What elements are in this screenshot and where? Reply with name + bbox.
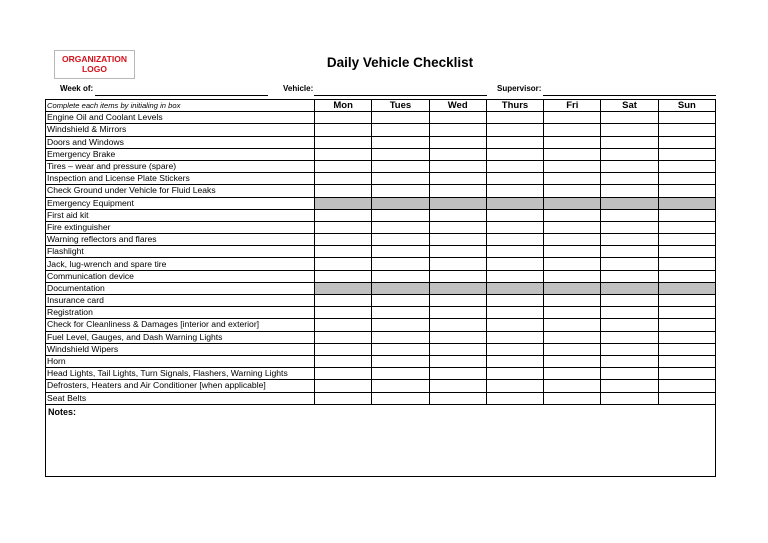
initial-cell-thurs[interactable] [486,319,543,331]
initial-cell-sat[interactable] [601,246,658,258]
initial-cell-tues[interactable] [372,331,429,343]
initial-cell-fri[interactable] [544,234,601,246]
initial-cell-wed[interactable] [429,319,486,331]
table-row [46,197,716,209]
initial-cell-sun[interactable] [658,246,715,258]
initial-cell-sun[interactable] [658,392,715,404]
initial-cell-sat[interactable] [601,270,658,282]
initial-cell-sun[interactable] [658,112,715,124]
table-row [46,319,716,331]
initial-cell-tues[interactable] [372,234,429,246]
initial-cell-tues[interactable] [372,173,429,185]
initial-cell-wed[interactable] [429,307,486,319]
initial-cell-sun[interactable] [658,282,715,294]
initial-cell-tues[interactable] [372,209,429,221]
initial-cell-thurs[interactable] [486,173,543,185]
checklist-item-label: Windshield & Mirrors [46,124,315,136]
logo-line-1: ORGANIZATION [61,54,127,64]
notes-label: Notes: [48,407,77,417]
checklist-item-label: Check for Cleanliness & Damages [interior and exterior] [46,319,315,331]
day-header-tues: Tues [372,100,429,112]
initial-cell-wed[interactable] [429,380,486,392]
initial-cell-mon[interactable] [315,307,372,319]
initial-cell-sun[interactable] [658,136,715,148]
initial-cell-wed[interactable] [429,295,486,307]
initial-cell-sun[interactable] [658,295,715,307]
initial-cell-mon[interactable] [315,136,372,148]
table-row [46,246,716,258]
table-row [46,124,716,136]
initial-cell-mon[interactable] [315,392,372,404]
initial-cell-sun[interactable] [658,368,715,380]
checklist-item-label: Engine Oil and Coolant Levels [46,112,315,124]
table-row [46,185,716,197]
initial-cell-mon[interactable] [315,185,372,197]
initial-cell-sat[interactable] [601,160,658,172]
page-title: Daily Vehicle Checklist [326,55,474,70]
initial-cell-sun[interactable] [658,343,715,355]
checklist-item-label: Emergency Equipment [46,197,315,209]
table-row [46,136,716,148]
initial-cell-tues[interactable] [372,380,429,392]
initial-cell-fri[interactable] [544,197,601,209]
initial-cell-mon[interactable] [315,124,372,136]
table-row [46,221,716,233]
initial-cell-sat[interactable] [601,185,658,197]
initial-cell-sat[interactable] [601,209,658,221]
checklist-item-label: Defrosters, Heaters and Air Conditioner [when applicable] [46,380,315,392]
table-row [46,209,716,221]
initial-cell-thurs[interactable] [486,234,543,246]
initial-cell-wed[interactable] [429,160,486,172]
initial-cell-sun[interactable] [658,173,715,185]
initial-cell-wed[interactable] [429,246,486,258]
initial-cell-thurs[interactable] [486,258,543,270]
initial-cell-wed[interactable] [429,124,486,136]
initial-cell-sat[interactable] [601,124,658,136]
initial-cell-thurs[interactable] [486,307,543,319]
initial-cell-thurs[interactable] [486,136,543,148]
initial-cell-tues[interactable] [372,246,429,258]
initial-cell-sun[interactable] [658,319,715,331]
week-of-label: Week of: [60,84,94,93]
initial-cell-mon[interactable] [315,112,372,124]
initial-cell-wed[interactable] [429,355,486,367]
initial-cell-wed[interactable] [429,234,486,246]
header-row [46,100,716,112]
supervisor-label: Supervisor: [497,84,542,93]
initial-cell-sat[interactable] [601,331,658,343]
initial-cell-thurs[interactable] [486,197,543,209]
table-row [46,258,716,270]
initial-cell-sat[interactable] [601,392,658,404]
day-header-sun: Sun [658,100,715,112]
checklist-item-label: Registration [46,307,315,319]
initial-cell-fri[interactable] [544,258,601,270]
checklist-item-label: Insurance card [46,295,315,307]
initial-cell-thurs[interactable] [486,355,543,367]
checklist-item-label: Fuel Level, Gauges, and Dash Warning Lights [46,331,315,343]
initial-cell-tues[interactable] [372,221,429,233]
checklist-item-label: Head Lights, Tail Lights, Turn Signals, Flashers, Warning Lights [46,368,315,380]
initial-cell-thurs[interactable] [486,148,543,160]
logo-line-2: LOGO [81,64,108,74]
table-row [46,380,716,392]
initial-cell-fri[interactable] [544,282,601,294]
initial-cell-fri[interactable] [544,380,601,392]
initial-cell-thurs[interactable] [486,221,543,233]
initial-cell-sat[interactable] [601,295,658,307]
initial-cell-mon[interactable] [315,246,372,258]
initial-cell-fri[interactable] [544,246,601,258]
table-row [46,282,716,294]
initial-cell-tues[interactable] [372,270,429,282]
initial-cell-sun[interactable] [658,307,715,319]
initial-cell-tues[interactable] [372,136,429,148]
initial-cell-wed[interactable] [429,185,486,197]
checklist-item-label: Jack, lug-wrench and spare tire [46,258,315,270]
initial-cell-fri[interactable] [544,392,601,404]
initial-cell-thurs[interactable] [486,295,543,307]
initial-cell-fri[interactable] [544,160,601,172]
initial-cell-mon[interactable] [315,343,372,355]
checklist-item-label: First aid kit [46,209,315,221]
initial-cell-mon[interactable] [315,368,372,380]
initial-cell-sat[interactable] [601,136,658,148]
initial-cell-mon[interactable] [315,173,372,185]
checklist-item-label: Seat Belts [46,392,315,404]
initial-cell-sun[interactable] [658,258,715,270]
initial-cell-sat[interactable] [601,258,658,270]
initial-cell-wed[interactable] [429,270,486,282]
initial-cell-mon[interactable] [315,282,372,294]
initial-cell-sat[interactable] [601,307,658,319]
initial-cell-sat[interactable] [601,173,658,185]
initial-cell-tues[interactable] [372,197,429,209]
initial-cell-sat[interactable] [601,380,658,392]
checklist-item-label: Windshield Wipers [46,343,315,355]
checklist-item-label: Warning reflectors and flares [46,234,315,246]
initial-cell-mon[interactable] [315,258,372,270]
day-header-fri: Fri [544,100,601,112]
initial-cell-fri[interactable] [544,295,601,307]
table-row [46,295,716,307]
week-of-field[interactable] [95,95,268,96]
initial-cell-sun[interactable] [658,355,715,367]
initial-cell-wed[interactable] [429,112,486,124]
initial-cell-fri[interactable] [544,124,601,136]
initial-cell-sat[interactable] [601,148,658,160]
checklist-item-label: Fire extinguisher [46,221,315,233]
initial-cell-fri[interactable] [544,185,601,197]
initial-cell-wed[interactable] [429,331,486,343]
initial-cell-mon[interactable] [315,380,372,392]
initial-cell-sun[interactable] [658,160,715,172]
initial-cell-fri[interactable] [544,221,601,233]
initial-cell-sat[interactable] [601,197,658,209]
checklist-item-label: Check Ground under Vehicle for Fluid Leaks [46,185,315,197]
initial-cell-sun[interactable] [658,331,715,343]
table-row [46,148,716,160]
initial-cell-sun[interactable] [658,234,715,246]
initial-cell-sun[interactable] [658,209,715,221]
table-row [46,331,716,343]
initial-cell-wed[interactable] [429,368,486,380]
table-row [46,355,716,367]
day-header-thurs: Thurs [486,100,543,112]
initial-cell-tues[interactable] [372,295,429,307]
checklist-table [45,99,716,405]
table-row [46,343,716,355]
checklist-item-label: Flashlight [46,246,315,258]
initial-cell-fri[interactable] [544,112,601,124]
vehicle-label: Vehicle: [283,84,314,93]
initial-cell-tues[interactable] [372,282,429,294]
initial-cell-fri[interactable] [544,331,601,343]
initial-cell-thurs[interactable] [486,270,543,282]
initial-cell-wed[interactable] [429,173,486,185]
initial-cell-sat[interactable] [601,319,658,331]
initial-cell-wed[interactable] [429,197,486,209]
initial-cell-mon[interactable] [315,160,372,172]
initial-cell-sat[interactable] [601,368,658,380]
initial-cell-fri[interactable] [544,148,601,160]
initial-cell-wed[interactable] [429,343,486,355]
initial-cell-wed[interactable] [429,148,486,160]
initial-cell-thurs[interactable] [486,124,543,136]
initial-cell-fri[interactable] [544,368,601,380]
initial-cell-fri[interactable] [544,173,601,185]
initial-cell-sat[interactable] [601,355,658,367]
initial-cell-sun[interactable] [658,185,715,197]
initial-cell-mon[interactable] [315,331,372,343]
initial-cell-sat[interactable] [601,234,658,246]
table-row [46,173,716,185]
initial-cell-tues[interactable] [372,392,429,404]
checklist-item-label: Emergency Brake [46,148,315,160]
initial-cell-tues[interactable] [372,368,429,380]
initial-cell-wed[interactable] [429,258,486,270]
table-row [46,392,716,404]
initial-cell-wed[interactable] [429,282,486,294]
initial-cell-fri[interactable] [544,270,601,282]
supervisor-field[interactable] [543,95,716,96]
day-header-wed: Wed [429,100,486,112]
initial-cell-tues[interactable] [372,160,429,172]
initial-cell-sat[interactable] [601,112,658,124]
initial-cell-thurs[interactable] [486,392,543,404]
initial-cell-mon[interactable] [315,221,372,233]
initial-cell-thurs[interactable] [486,112,543,124]
initial-cell-tues[interactable] [372,258,429,270]
organization-logo-placeholder [54,50,135,79]
initial-cell-fri[interactable] [544,343,601,355]
checklist-item-label: Inspection and License Plate Stickers [46,173,315,185]
initial-cell-mon[interactable] [315,319,372,331]
initial-cell-tues[interactable] [372,112,429,124]
initial-cell-sat[interactable] [601,343,658,355]
initial-cell-thurs[interactable] [486,160,543,172]
table-row [46,368,716,380]
initial-cell-mon[interactable] [315,197,372,209]
initial-cell-mon[interactable] [315,209,372,221]
checklist-item-label: Doors and Windows [46,136,315,148]
initial-cell-fri[interactable] [544,355,601,367]
initial-cell-thurs[interactable] [486,331,543,343]
instruction-text: Complete each items by initialing in box [46,100,315,112]
table-row [46,307,716,319]
initial-cell-sun[interactable] [658,148,715,160]
initial-cell-tues[interactable] [372,185,429,197]
initial-cell-mon[interactable] [315,355,372,367]
initial-cell-thurs[interactable] [486,380,543,392]
initial-cell-mon[interactable] [315,270,372,282]
initial-cell-sun[interactable] [658,221,715,233]
initial-cell-thurs[interactable] [486,282,543,294]
initial-cell-thurs[interactable] [486,185,543,197]
initial-cell-wed[interactable] [429,209,486,221]
checklist-item-label: Horn [46,355,315,367]
initial-cell-sat[interactable] [601,282,658,294]
initial-cell-fri[interactable] [544,319,601,331]
day-header-sat: Sat [601,100,658,112]
initial-cell-fri[interactable] [544,136,601,148]
table-row [46,160,716,172]
initial-cell-tues[interactable] [372,307,429,319]
initial-cell-wed[interactable] [429,136,486,148]
initial-cell-sun[interactable] [658,270,715,282]
initial-cell-thurs[interactable] [486,209,543,221]
initial-cell-thurs[interactable] [486,246,543,258]
initial-cell-thurs[interactable] [486,368,543,380]
checklist-item-label: Documentation [46,282,315,294]
notes-box[interactable] [45,405,716,477]
checklist-item-label: Communication device [46,270,315,282]
table-row [46,112,716,124]
vehicle-field[interactable] [314,95,487,96]
table-row [46,234,716,246]
initial-cell-fri[interactable] [544,307,601,319]
initial-cell-sun[interactable] [658,197,715,209]
initial-cell-mon[interactable] [315,148,372,160]
checklist-item-label: Tires – wear and pressure (spare) [46,160,315,172]
initial-cell-fri[interactable] [544,209,601,221]
initial-cell-wed[interactable] [429,221,486,233]
initial-cell-tues[interactable] [372,343,429,355]
initial-cell-thurs[interactable] [486,343,543,355]
initial-cell-tues[interactable] [372,124,429,136]
table-row [46,270,716,282]
initial-cell-tues[interactable] [372,355,429,367]
initial-cell-sun[interactable] [658,380,715,392]
initial-cell-mon[interactable] [315,234,372,246]
day-header-mon: Mon [315,100,372,112]
initial-cell-sun[interactable] [658,124,715,136]
initial-cell-mon[interactable] [315,295,372,307]
initial-cell-tues[interactable] [372,319,429,331]
initial-cell-tues[interactable] [372,148,429,160]
initial-cell-wed[interactable] [429,392,486,404]
initial-cell-sat[interactable] [601,221,658,233]
